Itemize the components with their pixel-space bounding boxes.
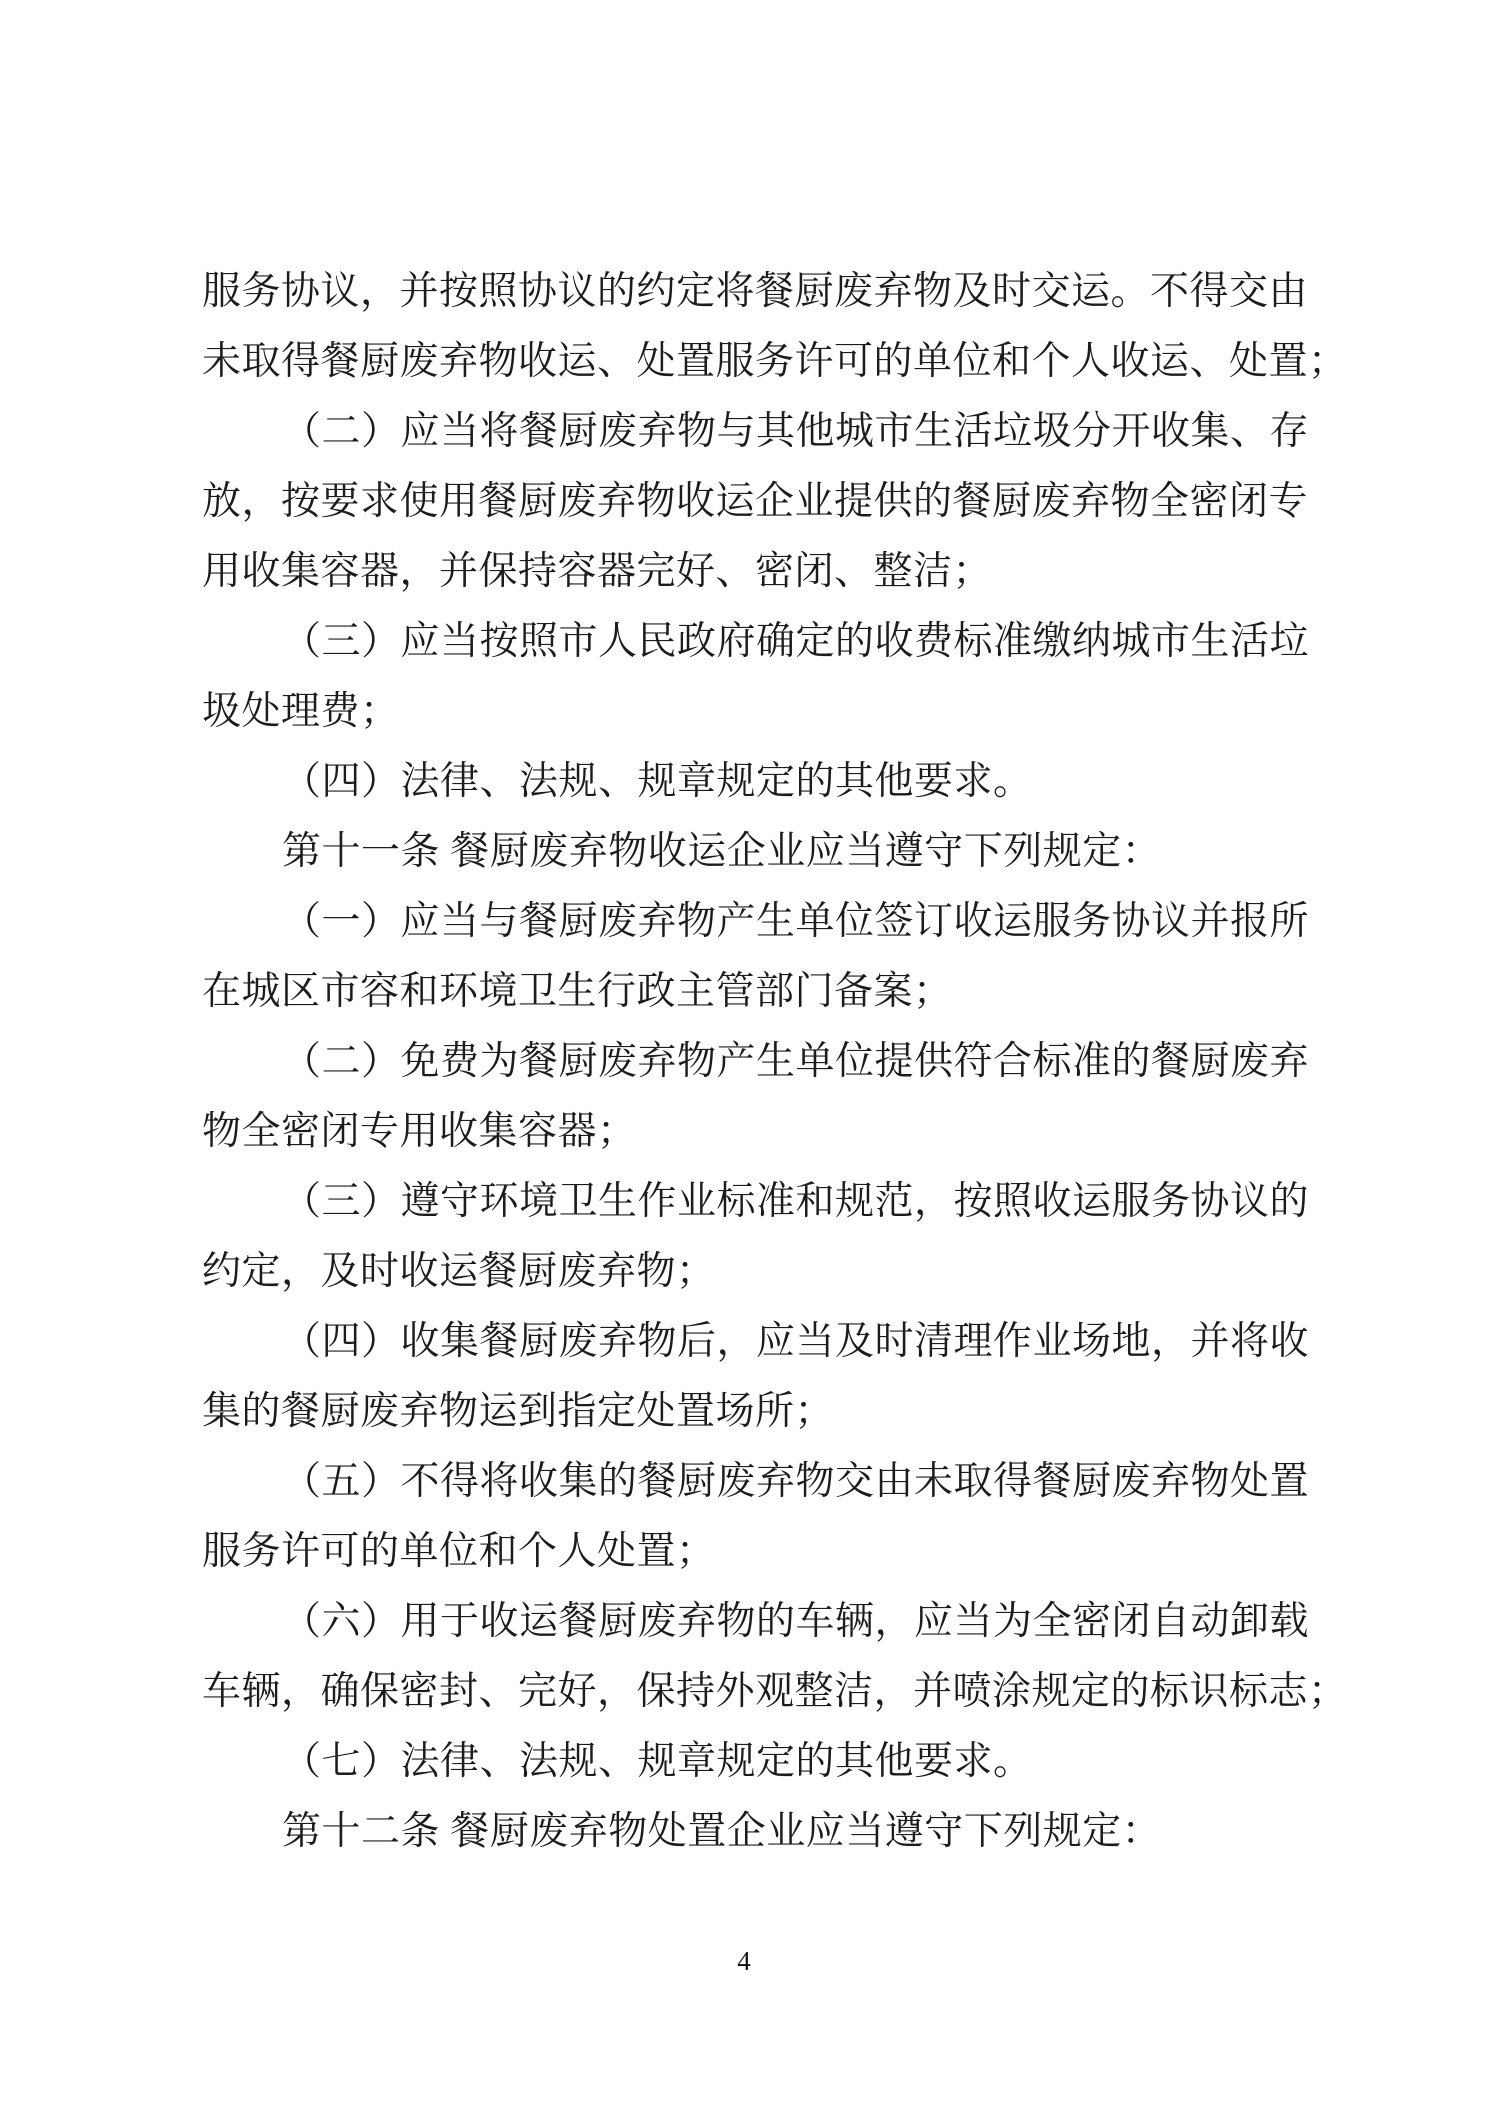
text-line: 车辆，确保密封、完好，保持外观整洁，并喷涂规定的标识标志； xyxy=(202,1670,1348,1713)
page-number: 4 xyxy=(737,1946,751,1976)
text-line: （四）法律、法规、规章规定的其他要求。 xyxy=(282,760,1033,803)
text-line: 未取得餐厨废弃物收运、处置服务许可的单位和个人收运、处置； xyxy=(202,340,1348,383)
text-line: 在城区市容和环境卫生行政主管部门备案； xyxy=(202,970,953,1013)
text-line: 物全密闭专用收集容器； xyxy=(202,1110,637,1153)
text-line: 用收集容器，并保持容器完好、密闭、整洁； xyxy=(202,550,993,593)
text-line: （五）不得将收集的餐厨废弃物交由未取得餐厨废弃物处置 xyxy=(282,1460,1310,1503)
text-line: 圾处理费； xyxy=(202,690,400,733)
text-line: 第十二条 餐厨废弃物处置企业应当遵守下列规定： xyxy=(282,1810,1162,1853)
text-line: 服务协议，并按照协议的约定将餐厨废弃物及时交运。不得交由 xyxy=(202,270,1309,313)
text-line: 集的餐厨废弃物运到指定处置场所； xyxy=(202,1390,835,1433)
text-line: 约定，及时收运餐厨废弃物； xyxy=(202,1250,716,1293)
text-line: （四）收集餐厨废弃物后，应当及时清理作业场地，并将收 xyxy=(282,1320,1310,1363)
text-line: 放，按要求使用餐厨废弃物收运企业提供的餐厨废弃物全密闭专 xyxy=(202,480,1309,523)
text-line: （七）法律、法规、规章规定的其他要求。 xyxy=(282,1740,1033,1783)
text-line: 第十一条 餐厨废弃物收运企业应当遵守下列规定： xyxy=(282,830,1162,873)
text-line: （二）应当将餐厨废弃物与其他城市生活垃圾分开收集、存 xyxy=(282,410,1310,453)
text-line: （一）应当与餐厨废弃物产生单位签订收运服务协议并报所 xyxy=(282,900,1310,943)
document-body xyxy=(202,257,1348,1867)
text-line: （六）用于收运餐厨废弃物的车辆，应当为全密闭自动卸载 xyxy=(282,1600,1310,1643)
text-line: 服务许可的单位和个人处置； xyxy=(202,1530,716,1573)
text-line: （三）遵守环境卫生作业标准和规范，按照收运服务协议的 xyxy=(282,1180,1310,1223)
text-line: （二）免费为餐厨废弃物产生单位提供符合标准的餐厨废弃 xyxy=(282,1040,1310,1083)
text-line: （三）应当按照市人民政府确定的收费标准缴纳城市生活垃 xyxy=(282,620,1310,663)
